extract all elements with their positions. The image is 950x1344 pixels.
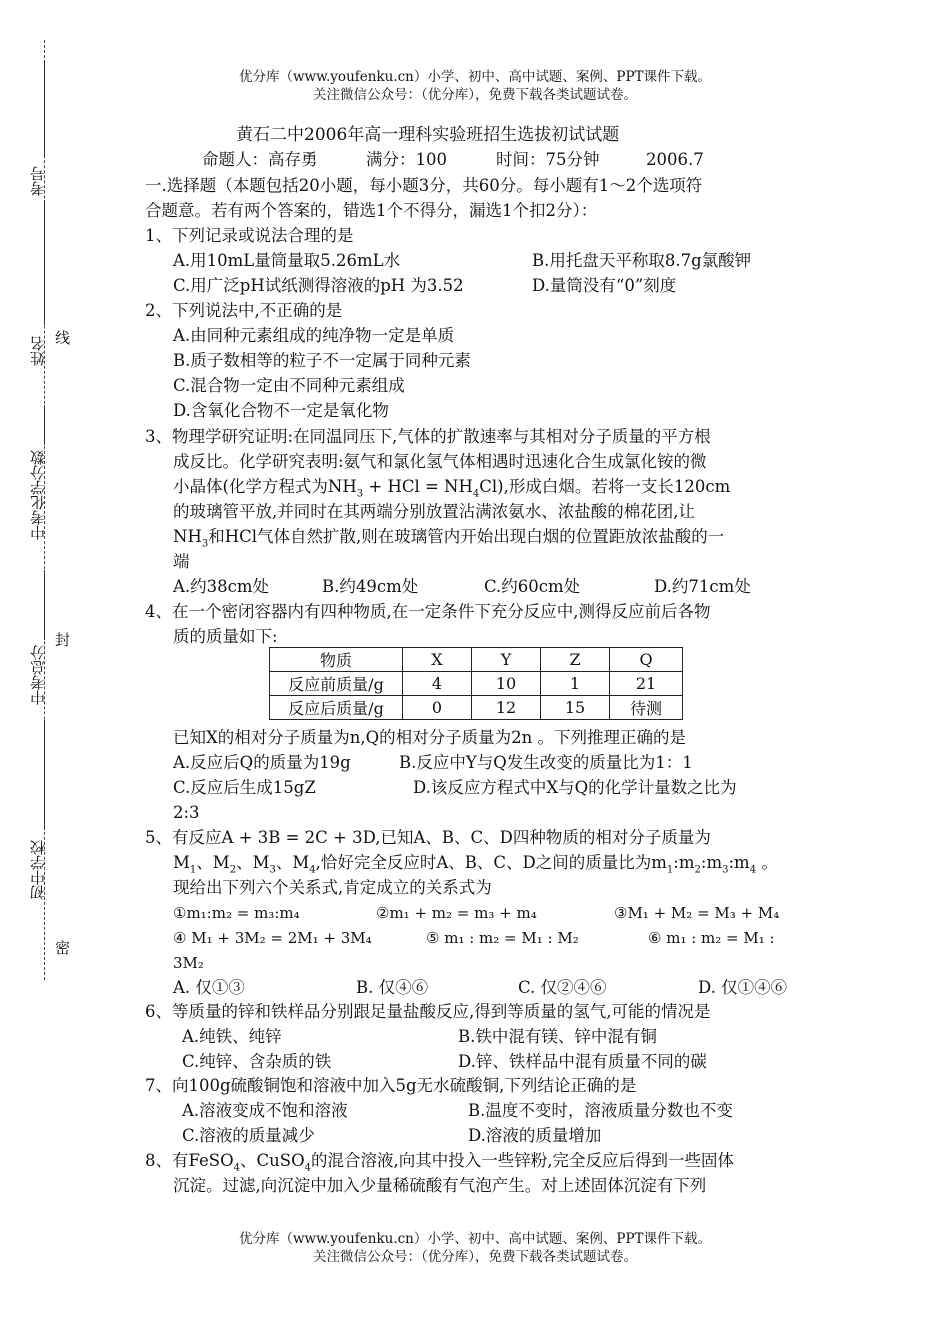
q2-stem: 2、下列说法中,不正确的是 [145,301,343,320]
q4-line1: 4、在一个密闭容器内有四种物质,在一定条件下充分反应中,测得反应前后各物 [145,602,711,621]
q2-option-d: D.含氧化合物不一定是氧化物 [173,401,389,420]
q1-option-c: C.用广泛pH试纸测得溶液的pH 为3.52 [173,276,464,295]
q5-line3: 现给出下列六个关系式,肯定成立的关系式为 [173,878,492,897]
q1-option-b: B.用托盘天平称取8.7g氯酸钾 [532,251,752,270]
q3-line1: 3、物理学研究证明:在同温同压下,气体的扩散速率与其相对分子质量的平方根 [145,427,711,446]
huaxue-blank [44,405,45,445]
q5-relation-5: ⑤ m₁ : m₂ = M₁ : M₂ [426,929,579,947]
q5-option-b: B. 仅④⑥ [356,978,429,997]
section-intro-line1: 一.选择题（本题包括20小题，每小题3分，共60分。每小题有1～2个选项符 [145,176,703,195]
sidebar-mark-feng: 封 [53,632,71,647]
q8-line1: 8、有FeSO$_4$、CuSO$_4$的混合溶液,向其中投入一些锌粉,完全反应后得到一些固体 [145,1151,734,1174]
q3-line3: 小晶体(化学方程式为$NH_3$ + HCl = $NH_4Cl$),形成白烟。若将一支长120cm [173,477,731,500]
q4-option-a: A.反应后Q的质量为19g [173,753,351,772]
q4-option-d-continued: 2:3 [173,803,200,822]
table-header-row [270,648,683,672]
table-row [270,696,683,720]
total-score-blank [44,570,45,640]
q5-option-c: C. 仅②④⑥ [518,978,607,997]
sidebar-label-kaohao: 考号 [29,166,47,196]
q6-stem: 6、等质量的锌和铁样品分别跟足量盐酸反应,得到等质量的氢气,可能的情况是 [145,1002,711,1021]
table-header-cell: X [403,648,472,672]
table-header-cell: 物质 [270,648,403,672]
table-cell: 反应后质量/g [270,696,403,720]
table-header-cell: Q [610,648,683,672]
sidebar-label-xingming: 姓名 [29,336,47,366]
exam-full-score: 满分：100 [366,150,447,169]
exam-author: 命题人：高存勇 [202,150,318,169]
xingming-blank [44,200,45,325]
q7-option-c: C.溶液的质量减少 [182,1126,315,1145]
q7-stem: 7、向100g硫酸铜饱和溶液中加入5g无水硫酸铜,下列结论正确的是 [145,1076,637,1095]
table-cell: 1 [541,672,610,696]
q1-stem: 1、下列记录或说法合理的是 [145,226,354,245]
site-header-line1: 优分库（www.youfenku.cn）小学、初中、高中试题、案例、PPT课件下载。 [238,69,712,85]
table-row [270,672,683,696]
q4-option-b: B.反应中Y与Q发生改变的质量比为1：1 [399,753,693,772]
q3-option-a: A.约38cm处 [173,577,270,596]
q7-option-b: B.温度不变时，溶液质量分数也不变 [468,1101,733,1120]
q1-option-d: D.量筒没有“0”刻度 [532,276,677,295]
exam-date: 2006.7 [646,150,704,169]
q3-option-c: C.约60cm处 [484,577,581,596]
school-blank [44,720,45,830]
q3-option-d: D.约71cm处 [654,577,751,596]
q6-option-d: D.锌、铁样品中混有质量不同的碳 [458,1052,707,1071]
q7-option-d: D.溶液的质量增加 [468,1126,602,1145]
table-cell: 10 [472,672,541,696]
q5-option-a: A. 仅①③ [173,978,245,997]
q1-option-a: A.用10mL量筒量取5.26mL水 [173,251,401,270]
q2-option-c: C.混合物一定由不同种元素组成 [173,376,405,395]
q6-option-b: B.铁中混有镁、锌中混有铜 [458,1027,657,1046]
table-cell: 12 [472,696,541,720]
q3-option-b: B.约49cm处 [322,577,419,596]
table-cell: 0 [403,696,472,720]
q8-line2: 沉淀。过滤,向沉淀中加入少量稀硫酸有气泡产生。对上述固体沉淀有下列 [173,1176,707,1195]
q7-option-a: A.溶液变成不饱和溶液 [182,1101,348,1120]
q5-relation-6-continued: 3M₂ [173,954,204,972]
q5-line2: $M_1$、$M_2$、$M_3$、$M_4$,恰好完全反应时A、B、C、D之间的质量比为$m_1:m_2:m_3:m_4$ 。 [173,853,778,876]
table-header-cell: Z [541,648,610,672]
q4-option-d: D.该反应方程式中X与Q的化学计量数之比为 [413,778,737,797]
q6-option-c: C.纯锌、含杂质的铁 [182,1052,332,1071]
exam-time: 时间：75分钟 [496,150,600,169]
q2-option-b: B.质子数相等的粒子不一定属于同种元素 [173,351,471,370]
q3-line4: 的玻璃管平放,并同时在其两端分别放置沾满浓氨水、浓盐酸的棉花团,让 [173,502,695,521]
q4-option-c: C.反应后生成15gZ [173,778,316,797]
table-cell: 待测 [610,696,683,720]
kaohao-blank [44,60,45,158]
q4-line3: 已知X的相对分子质量为n,Q的相对分子质量为2n 。下列推理正确的是 [173,728,687,747]
sidebar-label-total-score: 中考总分 [29,645,47,705]
sidebar-label-school: 初中学校 [29,840,47,900]
q5-relation-1: ①m₁:m₂ = m₃:m₄ [173,904,300,922]
site-footer-line2: 关注微信公众号：（优分库），免费下载各类试题试卷。 [313,1249,637,1265]
q5-relation-4: ④ M₁ + 3M₂ = 2M₁ + 3M₄ [173,929,372,947]
sidebar-label-huaxue-score: 中考化学分数 [29,450,47,540]
q4-line2: 质的质量如下: [173,627,278,646]
exam-title: 黄石二中2006年高一理科实验班招生选拔初试试题 [236,125,620,145]
q5-relation-6: ⑥ m₁ : m₂ = M₁ : [648,929,775,947]
section-intro-line2: 合题意。若有两个答案的，错选1个不得分，漏选1个扣2分）： [145,201,598,220]
q3-line5: $NH_3$和HCl气体自然扩散,则在玻璃管内开始出现白烟的位置距放浓盐酸的一 [173,527,725,550]
site-header-line2: 关注微信公众号：（优分库），免费下载各类试题试卷。 [313,87,637,103]
table-cell: 15 [541,696,610,720]
sidebar-mark-xian: 线 [53,330,71,345]
table-header-cell: Y [472,648,541,672]
q5-line1: 5、有反应A + 3B = 2C + 3D,已知A、B、C、D四种物质的相对分子质量为 [145,828,711,847]
table-cell: 反应前质量/g [270,672,403,696]
q5-relation-2: ②m₁ + m₂ = m₃ + m₄ [376,904,537,922]
site-footer-line1: 优分库（www.youfenku.cn）小学、初中、高中试题、案例、PPT课件下载。 [238,1231,712,1247]
table-cell: 21 [610,672,683,696]
q2-option-a: A.由同种元素组成的纯净物一定是单质 [173,326,455,345]
q6-option-a: A.纯铁、纯锌 [182,1027,282,1046]
sidebar-mark-mi: 密 [53,940,71,955]
table-cell: 4 [403,672,472,696]
mass-table [269,647,683,720]
q3-line6: 端 [173,552,190,571]
q5-option-d: D. 仅①④⑥ [698,978,788,997]
q5-relation-3: ③M₁ + M₂ = M₃ + M₄ [614,904,780,922]
q3-line2: 成反比。化学研究表明:氨气和氯化氢气体相遇时迅速化合生成氯化铵的微 [173,452,707,471]
